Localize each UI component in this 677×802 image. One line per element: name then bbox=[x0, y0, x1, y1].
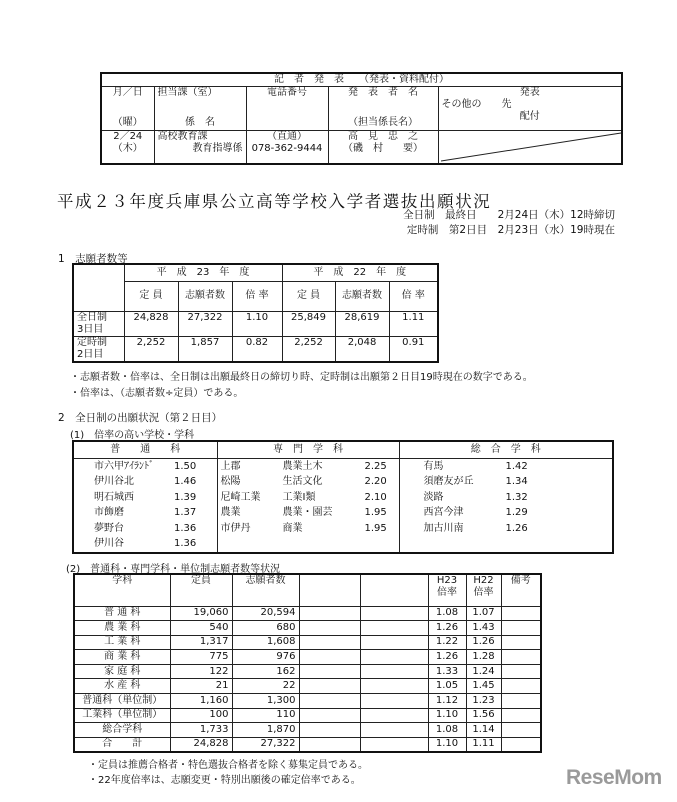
remarks-cell bbox=[501, 708, 541, 723]
ratio: 1.95 bbox=[364, 522, 387, 534]
capacity-cell: 19,060 bbox=[170, 606, 232, 621]
row-label-line: 定時制 bbox=[77, 336, 107, 348]
dept-header: 担当課（室） bbox=[157, 87, 218, 98]
empty-cell bbox=[299, 635, 360, 650]
h22-ratio-cell: 1.07 bbox=[466, 606, 501, 621]
applicants-cell: 1,300 bbox=[232, 694, 299, 709]
day-header: （曜） bbox=[112, 117, 143, 128]
empty-cell bbox=[360, 694, 428, 709]
column-header: 志願者数 bbox=[335, 281, 389, 311]
school-name: 夢野台 bbox=[94, 522, 124, 534]
other-header-2: その他の 先 bbox=[441, 99, 512, 110]
row-label bbox=[73, 336, 124, 362]
presenter-name: 高 見 忠 之 bbox=[348, 131, 418, 142]
deadline-full: 全日制 最終日 2月24日（木）12時締切 bbox=[403, 209, 615, 221]
empty-cell bbox=[360, 737, 428, 752]
table-row bbox=[74, 679, 541, 694]
ratio: 2.20 bbox=[364, 476, 387, 487]
capacity-cell: 100 bbox=[170, 708, 232, 723]
department-cell: 家 庭 科 bbox=[74, 664, 170, 679]
department-name: 商業 bbox=[282, 522, 303, 534]
h23-ratio-cell: 1.26 bbox=[428, 650, 466, 665]
h22-ratio-cell: 1.23 bbox=[466, 694, 501, 709]
ratio: 1.34 bbox=[505, 476, 528, 487]
list-item bbox=[424, 521, 610, 537]
table-row bbox=[74, 694, 541, 709]
table-row bbox=[74, 621, 541, 636]
empty-cell bbox=[360, 679, 428, 694]
applicants-cell: 27,322 bbox=[232, 737, 299, 752]
column-header: 倍 率 bbox=[232, 281, 282, 311]
group-sogo: 総 合 学 科 bbox=[399, 441, 613, 458]
subsection1-heading: (1) 倍率の高い学校・学科 bbox=[70, 430, 195, 441]
empty-cell bbox=[299, 664, 360, 679]
empty-cell bbox=[360, 621, 428, 636]
column-header: 志願者数 bbox=[232, 574, 299, 606]
press-release-table bbox=[100, 72, 623, 165]
column-header: H23 倍率 bbox=[428, 574, 466, 606]
note-3: ・定員は推薦合格者・特色選抜合格者を除く募集定員である。 bbox=[88, 760, 368, 771]
empty-cell bbox=[299, 679, 360, 694]
school-name: 伊川谷北 bbox=[94, 476, 134, 487]
empty-cell bbox=[299, 650, 360, 665]
ratio: 1.36 bbox=[174, 522, 197, 534]
school-name: 有馬 bbox=[423, 460, 444, 472]
school-name: 市飾磨 bbox=[94, 507, 124, 518]
row-label-line: 3日目 bbox=[77, 323, 104, 335]
department-cell: 普 通 科 bbox=[74, 606, 170, 621]
school-name: 農業 bbox=[220, 507, 241, 518]
resemom-watermark: ReseMom bbox=[566, 766, 662, 789]
empty-cell bbox=[299, 621, 360, 636]
empty-cell bbox=[299, 708, 360, 723]
school-name: 須磨友が丘 bbox=[423, 476, 474, 487]
press-dept: 高校教育課 bbox=[157, 131, 208, 142]
other-header-1: 発表 bbox=[519, 87, 540, 98]
group-senmon: 専 門 学 科 bbox=[217, 441, 399, 458]
list-item bbox=[221, 474, 396, 490]
cell: 2,048 bbox=[335, 336, 389, 362]
remarks-cell bbox=[501, 723, 541, 738]
h23-ratio-cell: 1.08 bbox=[428, 606, 466, 621]
cell: 1.10 bbox=[232, 311, 282, 336]
column-header: 定 員 bbox=[124, 281, 178, 311]
applicants-cell: 162 bbox=[232, 664, 299, 679]
h22-ratio-cell: 1.24 bbox=[466, 664, 501, 679]
cell: 0.91 bbox=[389, 336, 438, 362]
school-name: 伊川谷 bbox=[94, 538, 124, 549]
department-cell: 工業科（単位制） bbox=[74, 708, 170, 723]
department-cell: 農 業 科 bbox=[74, 621, 170, 636]
department-cell: 工 業 科 bbox=[74, 635, 170, 650]
cell: 0.82 bbox=[232, 336, 282, 362]
capacity-cell: 21 bbox=[170, 679, 232, 694]
empty-cell bbox=[299, 694, 360, 709]
applicants-cell: 20,594 bbox=[232, 606, 299, 621]
note-4: ・22年度倍率は、志願変更・特別出願後の確定倍率である。 bbox=[88, 775, 361, 786]
cell: 28,619 bbox=[335, 311, 389, 336]
school-name: 淡路 bbox=[423, 491, 444, 503]
applicants-cell: 976 bbox=[232, 650, 299, 665]
school-name: 加古川南 bbox=[423, 522, 464, 534]
table-row bbox=[74, 723, 541, 738]
department-cell: 商 業 科 bbox=[74, 650, 170, 665]
table-row bbox=[74, 635, 541, 650]
capacity-cell: 24,828 bbox=[170, 737, 232, 752]
school-name: 西宮今津 bbox=[423, 507, 464, 518]
list-item bbox=[424, 505, 610, 521]
diagonal-cell bbox=[438, 131, 622, 165]
h23-ratio-cell: 1.05 bbox=[428, 679, 466, 694]
table-row bbox=[74, 664, 541, 679]
ratio: 1.95 bbox=[364, 507, 387, 518]
h22-ratio-cell: 1.14 bbox=[466, 723, 501, 738]
table-row bbox=[73, 311, 438, 336]
empty-cell bbox=[299, 606, 360, 621]
table-row bbox=[74, 606, 541, 621]
list-item bbox=[221, 521, 396, 537]
capacity-cell: 122 bbox=[170, 664, 232, 679]
applicants-cell: 1,608 bbox=[232, 635, 299, 650]
table-row bbox=[73, 336, 438, 362]
column-header: 定 員 bbox=[282, 281, 335, 311]
press-title: 記 者 発 表 （発表・資料配付） bbox=[101, 73, 622, 87]
empty-cell bbox=[360, 664, 428, 679]
section2-heading: 2 全日制の出願状況（第２日目） bbox=[58, 412, 223, 424]
applicants-summary-table bbox=[72, 263, 439, 363]
h23-ratio-cell: 1.33 bbox=[428, 664, 466, 679]
empty-cell bbox=[360, 650, 428, 665]
department-table bbox=[73, 573, 542, 753]
column-header bbox=[299, 574, 360, 606]
cell: 1.11 bbox=[389, 311, 438, 336]
table-row bbox=[74, 737, 541, 752]
list-item bbox=[94, 474, 214, 490]
section1-heading: 1 志願者数等 bbox=[58, 253, 128, 265]
page-title: 平成２３年度兵庫県公立高等学校入学者選抜出願状況 bbox=[57, 192, 492, 211]
ratio: 1.39 bbox=[174, 491, 197, 503]
empty-cell bbox=[299, 737, 360, 752]
phone-header: 電話番号 bbox=[246, 87, 328, 131]
ratio: 1.37 bbox=[174, 507, 197, 518]
other-header-3: 配付 bbox=[519, 111, 540, 122]
list-item bbox=[94, 521, 214, 537]
remarks-cell bbox=[501, 621, 541, 636]
h23-ratio-cell: 1.10 bbox=[428, 708, 466, 723]
ratio: 1.26 bbox=[505, 522, 528, 534]
phone-label: （直通） bbox=[267, 131, 307, 142]
press-section: 教育指導係 bbox=[192, 143, 243, 154]
h22-ratio-cell: 1.26 bbox=[466, 635, 501, 650]
presenter-sub-header: （担当係長名） bbox=[348, 117, 418, 128]
capacity-cell: 1,733 bbox=[170, 723, 232, 738]
list-item bbox=[94, 505, 214, 521]
applicants-cell: 680 bbox=[232, 621, 299, 636]
list-item bbox=[221, 505, 396, 521]
press-date: 2／24 bbox=[113, 131, 143, 142]
note-1: ・志願者数・倍率は、全日制は出願最終日の締切り時、定時制は出願第２日目19時現在の数字である。 bbox=[70, 372, 533, 383]
department-name: 生活文化 bbox=[282, 476, 323, 487]
presenter-header: 発 表 者 名 bbox=[348, 87, 418, 98]
high-ratio-table bbox=[72, 440, 614, 554]
list-item bbox=[94, 536, 214, 552]
school-name: 松陽 bbox=[220, 476, 241, 487]
h22-ratio-cell: 1.56 bbox=[466, 708, 501, 723]
cell: 2,252 bbox=[124, 336, 178, 362]
list-item bbox=[424, 474, 610, 490]
press-day: （木） bbox=[112, 143, 143, 154]
deadline-part: 定時制 第2日目 2月23日（水）19時現在 bbox=[406, 224, 615, 236]
h23-ratio-cell: 1.12 bbox=[428, 694, 466, 709]
ratio: 1.29 bbox=[505, 507, 528, 518]
list-item bbox=[94, 459, 214, 475]
h22-ratio-cell: 1.45 bbox=[466, 679, 501, 694]
remarks-cell bbox=[501, 650, 541, 665]
empty-cell bbox=[360, 606, 428, 621]
h22-ratio-cell: 1.43 bbox=[466, 621, 501, 636]
contact-name: （磯 村 要） bbox=[343, 143, 423, 154]
empty-cell bbox=[360, 635, 428, 650]
empty-cell bbox=[360, 708, 428, 723]
applicants-cell: 22 bbox=[232, 679, 299, 694]
column-header: 学科 bbox=[74, 574, 170, 606]
school-name: 市六甲ｱｲﾗﾝﾄﾞ bbox=[94, 460, 154, 472]
h23-ratio-cell: 1.22 bbox=[428, 635, 466, 650]
h23-ratio-cell: 1.26 bbox=[428, 621, 466, 636]
applicants-cell: 110 bbox=[232, 708, 299, 723]
department-cell: 合 計 bbox=[74, 737, 170, 752]
ratio: 2.10 bbox=[364, 491, 387, 503]
h23-ratio-cell: 1.10 bbox=[428, 737, 466, 752]
cell: 24,828 bbox=[124, 311, 178, 336]
column-header: 備考 bbox=[501, 574, 541, 606]
department-name: 農業土木 bbox=[282, 460, 323, 472]
remarks-cell bbox=[501, 635, 541, 650]
h22-ratio-cell: 1.28 bbox=[466, 650, 501, 665]
section-header: 係 名 bbox=[185, 117, 215, 128]
ratio: 1.36 bbox=[174, 538, 197, 549]
department-name: 工業Ⅰ類 bbox=[282, 491, 316, 503]
remarks-cell bbox=[501, 694, 541, 709]
row-label-line: 2日目 bbox=[77, 348, 104, 360]
remarks-cell bbox=[501, 664, 541, 679]
department-cell: 普通科（単位制） bbox=[74, 694, 170, 709]
column-header: 志願者数 bbox=[178, 281, 232, 311]
empty-cell bbox=[360, 723, 428, 738]
list-item bbox=[424, 459, 610, 475]
list-item bbox=[221, 490, 396, 506]
ratio: 1.46 bbox=[174, 476, 197, 487]
remarks-cell bbox=[501, 679, 541, 694]
department-cell: 水 産 科 bbox=[74, 679, 170, 694]
date-header: 月／日 bbox=[112, 87, 143, 98]
list-item bbox=[424, 490, 610, 506]
table-row bbox=[74, 708, 541, 723]
cell: 2,252 bbox=[282, 336, 335, 362]
school-name: 明石城西 bbox=[94, 491, 134, 503]
h23-ratio-cell: 1.08 bbox=[428, 723, 466, 738]
row-label-line: 全日制 bbox=[77, 311, 107, 323]
list-item bbox=[94, 490, 214, 506]
column-header: 倍 率 bbox=[389, 281, 438, 311]
remarks-cell bbox=[501, 606, 541, 621]
subsection2-heading: (2) 普通科・専門学科・単位制志願者数等状況 bbox=[66, 564, 281, 575]
year-h23: 平 成 23 年 度 bbox=[124, 264, 282, 281]
cell: 27,322 bbox=[178, 311, 232, 336]
h22-ratio-cell: 1.11 bbox=[466, 737, 501, 752]
capacity-cell: 1,160 bbox=[170, 694, 232, 709]
column-header bbox=[360, 574, 428, 606]
capacity-cell: 540 bbox=[170, 621, 232, 636]
ratio: 2.25 bbox=[364, 460, 387, 472]
department-cell: 総合学科 bbox=[74, 723, 170, 738]
list-item bbox=[221, 459, 396, 475]
department-name: 農業・園芸 bbox=[282, 507, 333, 518]
empty-cell bbox=[299, 723, 360, 738]
ratio: 1.42 bbox=[505, 460, 528, 472]
ratio: 1.32 bbox=[505, 491, 528, 503]
capacity-cell: 775 bbox=[170, 650, 232, 665]
ratio: 1.50 bbox=[174, 460, 197, 472]
table-row bbox=[74, 650, 541, 665]
remarks-cell bbox=[501, 737, 541, 752]
school-name: 上郡 bbox=[220, 460, 241, 472]
column-header: H22 倍率 bbox=[466, 574, 501, 606]
row-label bbox=[73, 311, 124, 336]
cell: 1,857 bbox=[178, 336, 232, 362]
press-phone: 078-362-9444 bbox=[251, 143, 323, 154]
column-header: 定員 bbox=[170, 574, 232, 606]
cell: 25,849 bbox=[282, 311, 335, 336]
capacity-cell: 1,317 bbox=[170, 635, 232, 650]
school-name: 市伊丹 bbox=[220, 522, 251, 534]
group-futsu: 普 通 科 bbox=[73, 441, 217, 458]
year-h22: 平 成 22 年 度 bbox=[282, 264, 438, 281]
applicants-cell: 1,870 bbox=[232, 723, 299, 738]
note-2: ・倍率は、（志願者数÷定員）である。 bbox=[70, 388, 244, 399]
school-name: 尼崎工業 bbox=[220, 491, 261, 503]
